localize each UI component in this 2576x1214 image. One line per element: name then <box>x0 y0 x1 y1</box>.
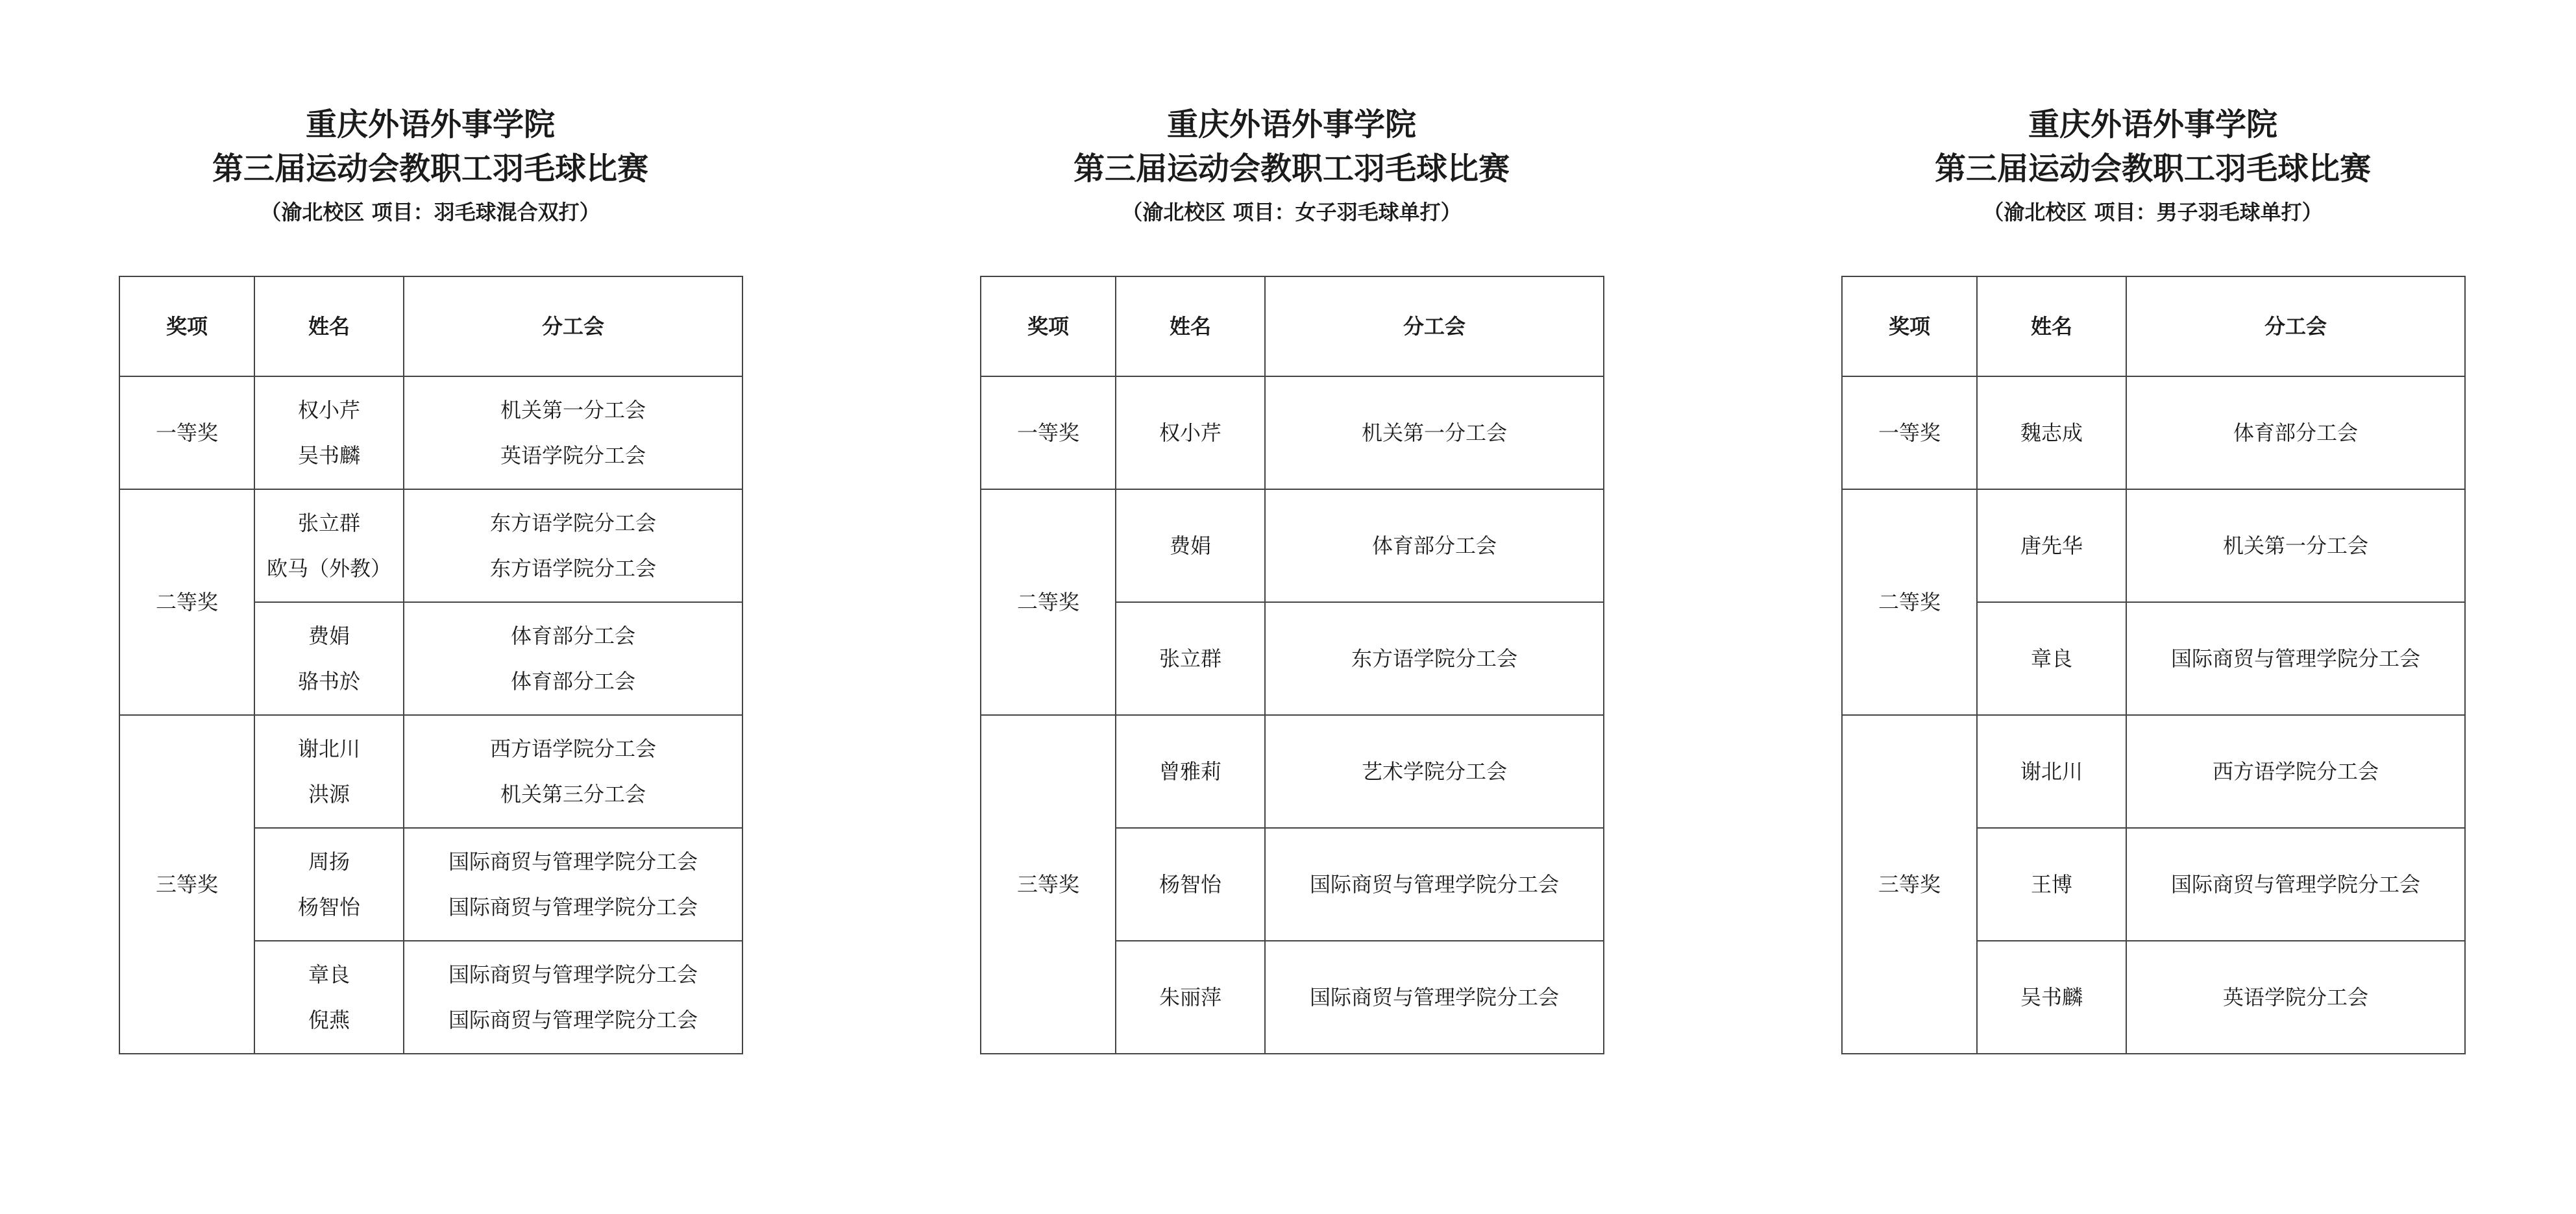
player-name: 谢北川 <box>1977 715 2126 828</box>
award-cell: 二等奖 <box>119 489 254 715</box>
union-name: 英语学院分工会 <box>2126 941 2465 1054</box>
name-cell <box>254 941 404 1054</box>
union-cell <box>404 602 742 715</box>
award-cell: 一等奖 <box>1842 376 1977 489</box>
name-cell <box>254 489 404 602</box>
award-cell: 一等奖 <box>119 376 254 489</box>
award-cell: 三等奖 <box>1842 715 1977 1054</box>
name-cell <box>254 828 404 941</box>
union-name: 国际商贸与管理学院分工会 <box>448 849 698 874</box>
school-title: 重庆外语外事学院 <box>305 106 555 143</box>
union-cell <box>404 489 742 602</box>
table-row <box>981 715 1604 828</box>
union-cell <box>404 941 742 1054</box>
header-row <box>1842 276 2465 376</box>
school-title: 重庆外语外事学院 <box>1166 106 1416 143</box>
results-table <box>980 276 1604 1054</box>
header-name: 姓名 <box>1977 276 2126 376</box>
header-union: 分工会 <box>404 276 742 376</box>
player-name: 杨智怡 <box>297 895 360 919</box>
player-name: 倪燕 <box>308 1008 350 1032</box>
event-subtitle: （渝北校区 项目：羽毛球混合双打） <box>260 200 600 225</box>
player-name: 洪源 <box>308 782 350 807</box>
union-name: 体育部分工会 <box>510 624 635 648</box>
union-name: 英语学院分工会 <box>500 443 646 468</box>
header-row <box>119 276 742 376</box>
union-name: 东方语学院分工会 <box>489 511 656 535</box>
union-name: 西方语学院分工会 <box>2126 715 2465 828</box>
header-award: 奖项 <box>119 276 254 376</box>
player-name: 费娟 <box>308 624 350 648</box>
union-name: 体育部分工会 <box>510 669 635 694</box>
player-name: 吴书麟 <box>297 443 360 468</box>
union-name: 国际商贸与管理学院分工会 <box>1265 828 1604 941</box>
school-title: 重庆外语外事学院 <box>2028 106 2277 143</box>
union-name: 体育部分工会 <box>2126 376 2465 489</box>
table-row <box>1842 715 2465 828</box>
table-row <box>119 715 742 828</box>
player-name: 欧马（外教） <box>266 556 391 581</box>
award-cell: 二等奖 <box>981 489 1116 715</box>
union-name: 机关第三分工会 <box>500 782 646 807</box>
award-cell: 一等奖 <box>981 376 1116 489</box>
player-name: 杨智怡 <box>1116 828 1265 941</box>
header-row <box>981 276 1604 376</box>
union-name: 体育部分工会 <box>1265 489 1604 602</box>
name-cell <box>254 602 404 715</box>
header-union: 分工会 <box>2126 276 2465 376</box>
player-name: 张立群 <box>1116 602 1265 715</box>
player-name: 费娟 <box>1116 489 1265 602</box>
table-row <box>1842 489 2465 602</box>
table-row <box>119 489 742 602</box>
award-cell: 三等奖 <box>119 715 254 1054</box>
player-name: 张立群 <box>297 511 360 535</box>
union-name: 国际商贸与管理学院分工会 <box>448 962 698 987</box>
player-name: 章良 <box>1977 602 2126 715</box>
table-row <box>981 489 1604 602</box>
player-name: 骆书於 <box>297 669 360 694</box>
union-name: 国际商贸与管理学院分工会 <box>1265 941 1604 1054</box>
competition-title: 第三届运动会教职工羽毛球比赛 <box>212 151 648 187</box>
player-name: 谢北川 <box>297 736 360 761</box>
player-name: 曾雅莉 <box>1116 715 1265 828</box>
union-name: 东方语学院分工会 <box>1265 602 1604 715</box>
union-name: 西方语学院分工会 <box>489 736 656 761</box>
union-name: 机关第一分工会 <box>2126 489 2465 602</box>
results-table <box>1841 276 2466 1054</box>
union-cell <box>404 828 742 941</box>
union-name: 国际商贸与管理学院分工会 <box>2126 602 2465 715</box>
competition-title: 第三届运动会教职工羽毛球比赛 <box>1073 151 1510 187</box>
award-cell: 二等奖 <box>1842 489 1977 715</box>
union-cell <box>404 715 742 828</box>
name-cell <box>254 715 404 828</box>
union-name: 东方语学院分工会 <box>489 556 656 581</box>
name-cell <box>254 376 404 489</box>
player-name: 章良 <box>308 962 350 987</box>
player-name: 魏志成 <box>1977 376 2126 489</box>
table-row <box>981 376 1604 489</box>
player-name: 吴书麟 <box>1977 941 2126 1054</box>
header-award: 奖项 <box>1842 276 1977 376</box>
award-cell: 三等奖 <box>981 715 1116 1054</box>
player-name: 王博 <box>1977 828 2126 941</box>
event-subtitle: （渝北校区 项目：女子羽毛球单打） <box>1122 200 1462 225</box>
union-name: 国际商贸与管理学院分工会 <box>448 1008 698 1032</box>
header-union: 分工会 <box>1265 276 1604 376</box>
event-subtitle: （渝北校区 项目：男子羽毛球单打） <box>1983 200 2323 225</box>
player-name: 唐先华 <box>1977 489 2126 602</box>
results-table <box>119 276 743 1054</box>
header-name: 姓名 <box>1116 276 1265 376</box>
player-name: 权小芹 <box>1116 376 1265 489</box>
competition-title: 第三届运动会教职工羽毛球比赛 <box>1934 151 2371 187</box>
union-name: 机关第一分工会 <box>1265 376 1604 489</box>
header-award: 奖项 <box>981 276 1116 376</box>
player-name: 权小芹 <box>297 398 360 422</box>
union-name: 国际商贸与管理学院分工会 <box>448 895 698 919</box>
union-cell <box>404 376 742 489</box>
union-name: 国际商贸与管理学院分工会 <box>2126 828 2465 941</box>
table-row <box>1842 376 2465 489</box>
player-name: 朱丽萍 <box>1116 941 1265 1054</box>
header-name: 姓名 <box>254 276 404 376</box>
player-name: 周扬 <box>308 849 350 874</box>
union-name: 机关第一分工会 <box>500 398 646 422</box>
union-name: 艺术学院分工会 <box>1265 715 1604 828</box>
table-row <box>119 376 742 489</box>
